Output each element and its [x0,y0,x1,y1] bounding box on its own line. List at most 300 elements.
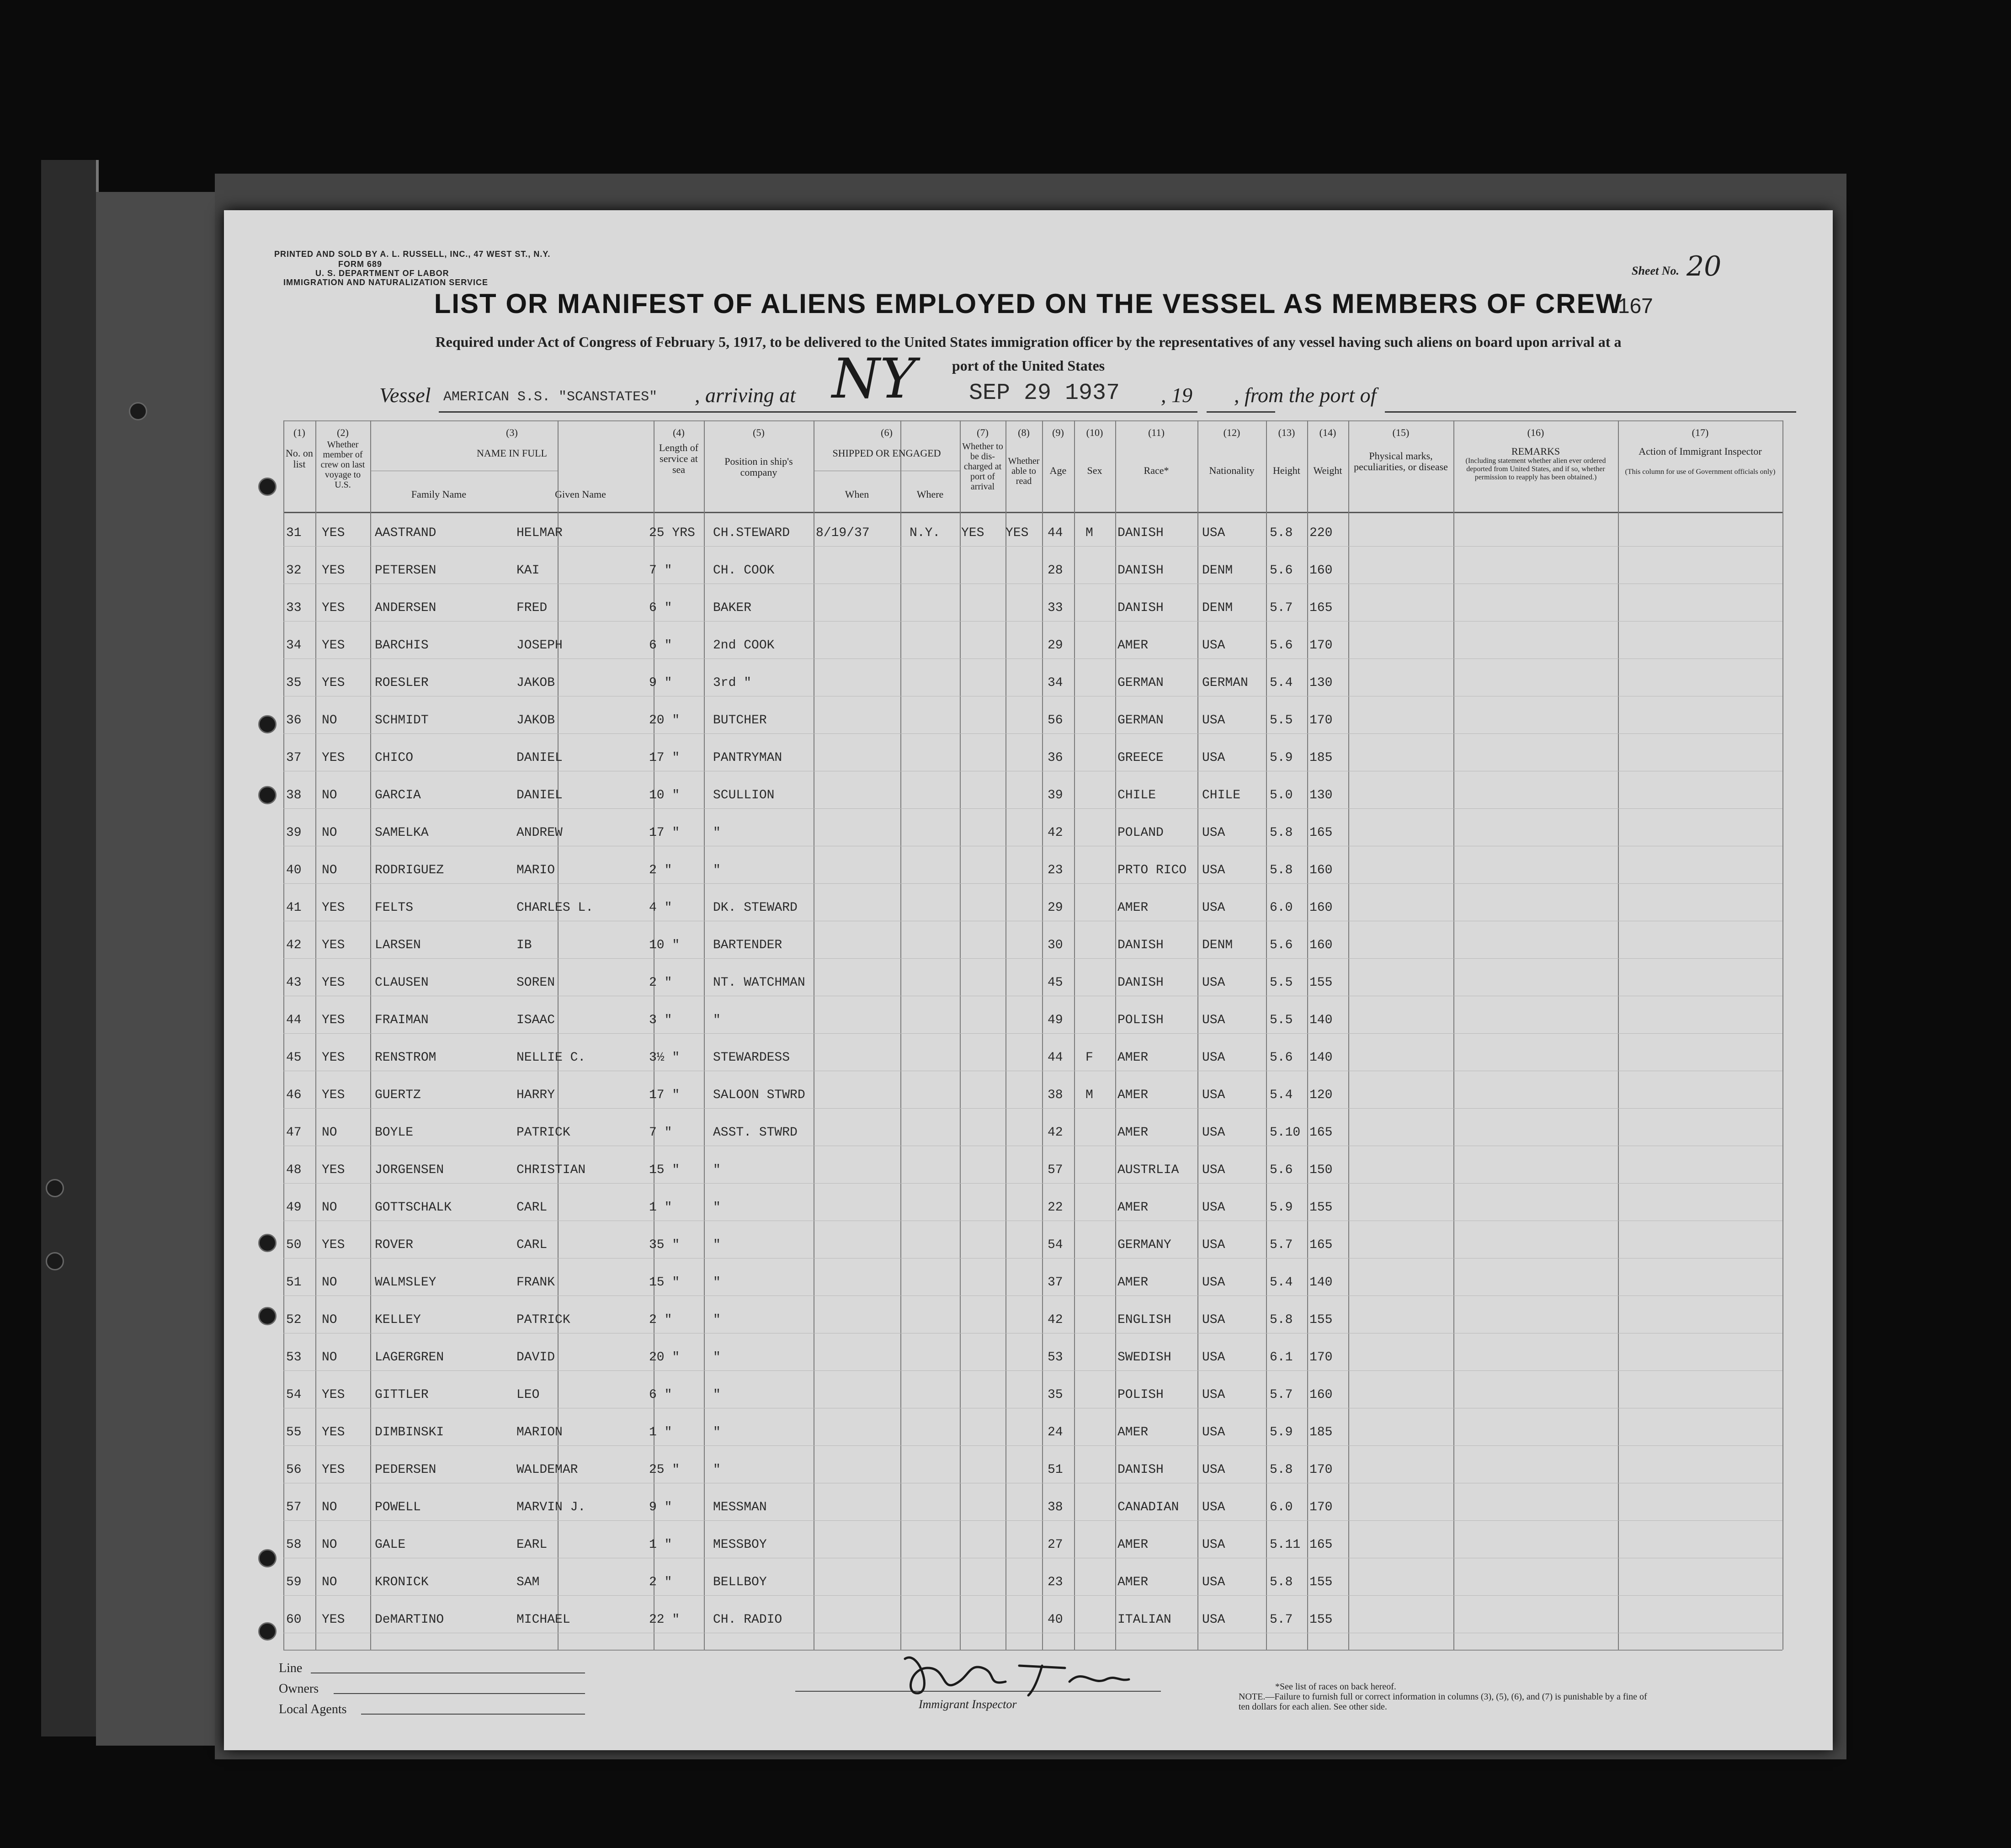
cell-family: GOTTSCHALK [375,1200,452,1215]
cell-weight: 170 [1309,1500,1333,1514]
cell-race: DANISH [1117,938,1164,952]
cell-service: 2 " [649,976,672,990]
cell-race: ITALIAN [1117,1613,1171,1627]
form-number: FORM 689 [338,260,383,269]
arriving-port: NY [832,347,916,411]
cell-weight: 130 [1309,788,1333,802]
cell-prev: YES [322,1463,345,1477]
cell-given: JAKOB [516,676,555,690]
cell-nationality: USA [1202,1088,1225,1102]
cell-height: 5.5 [1270,976,1293,990]
cell-prev: YES [322,1238,345,1252]
cell-service: 7 " [649,1126,672,1140]
cell-race: AMER [1117,1275,1149,1290]
cell-given: MARIO [516,863,555,877]
races-note: *See list of races on back hereof. [1275,1682,1396,1692]
cell-family: JORGENSEN [375,1163,444,1177]
cell-race: GERMAN [1117,713,1164,728]
cell-weight: 150 [1309,1163,1333,1177]
cell-position: STEWARDESS [713,1051,790,1065]
column-header: No. on list [286,447,313,470]
cell-race: AMER [1117,1575,1149,1589]
cell-family: CHICO [375,751,414,765]
column-header: SHIPPED OR ENGAGED [832,447,941,459]
cell-weight: 170 [1309,638,1333,653]
cell-given: SAM [516,1575,540,1589]
column-number: (3) [506,427,518,438]
cell-age: 27 [1048,1538,1063,1552]
column-header: Sex [1087,465,1102,476]
cell-age: 38 [1048,1500,1063,1514]
cell-race: DANISH [1117,526,1164,540]
cell-service: 2 " [649,863,672,877]
column-header: Race* [1144,465,1169,476]
cell-service: 7 " [649,563,672,578]
cell-service: 17 " [649,1088,680,1102]
cell-prev: NO [322,1350,337,1365]
cell-no: 40 [286,863,302,877]
column-number: (8) [1018,427,1030,438]
cell-given: IB [516,938,532,952]
cell-nationality: USA [1202,863,1225,877]
cell-race: PRTO RICO [1117,863,1187,877]
cell-height: 5.6 [1270,938,1293,952]
cell-family: RENSTROM [375,1051,436,1065]
cell-given: PATRICK [516,1313,570,1327]
column-header: Length of service at sea [659,442,699,475]
cell-service: 35 " [649,1238,680,1252]
column-header: Physical marks, peculiarities, or disease [1354,450,1448,473]
cell-prev: YES [322,638,345,653]
cell-nationality: USA [1202,1463,1225,1477]
cell-given: SOREN [516,976,555,990]
cell-nationality: USA [1202,1575,1225,1589]
cell-family: LAGERGREN [375,1350,444,1365]
cell-prev: NO [322,1575,337,1589]
cell-position: " [713,1463,721,1477]
page-title: LIST OR MANIFEST OF ALIENS EMPLOYED ON THE VESSEL AS MEMBERS OF CREW [434,288,1623,319]
cell-nationality: USA [1202,713,1225,728]
cell-nationality: USA [1202,1126,1225,1140]
cell-family: GARCIA [375,788,421,802]
cell-race: GERMANY [1117,1238,1171,1252]
cell-nationality: USA [1202,1425,1225,1439]
cell-height: 5.8 [1270,1313,1293,1327]
cell-family: CLAUSEN [375,976,429,990]
cell-height: 5.4 [1270,1088,1293,1102]
cell-service: 2 " [649,1313,672,1327]
cell-age: 24 [1048,1425,1063,1439]
column-header-when: When [845,489,869,500]
cell-no: 60 [286,1613,302,1627]
cell-given: FRED [516,601,548,615]
local-agents-label: Local Agents [279,1702,347,1716]
footer-note: NOTE.—Failure to furnish full or correct information in columns (3), (5), (6), and (7) is punishable by a fine of ten dollars for each alien. See other side. [1239,1692,1647,1712]
cell-no: 49 [286,1200,302,1215]
cell-height: 5.7 [1270,1388,1293,1402]
inspector-signature [891,1641,1138,1700]
cell-weight: 140 [1309,1275,1333,1290]
cell-family: SAMELKA [375,826,429,840]
manifest-page [224,210,1833,1750]
cell-given: CARL [516,1238,548,1252]
cell-height: 5.9 [1270,1425,1293,1439]
cell-given: JOSEPH [516,638,563,653]
cell-weight: 160 [1309,863,1333,877]
cell-given: ANDREW [516,826,563,840]
cell-height: 5.5 [1270,713,1293,728]
cell-family: ANDERSEN [375,601,436,615]
subtitle: Required under Act of Congress of February 5, 1917, to be delivered to the United States immigration officer by the representatives of any vessel having such aliens on board upon arrival at a [435,334,1622,350]
cell-weight: 165 [1309,1538,1333,1552]
cell-no: 35 [286,676,302,690]
cell-height: 5.8 [1270,1575,1293,1589]
cell-given: CHRISTIAN [516,1163,586,1177]
cell-family: KELLEY [375,1313,421,1327]
cell-prev: YES [322,1613,345,1627]
cell-prev: NO [322,863,337,877]
cell-age: 53 [1048,1350,1063,1365]
column-header: NAME IN FULL [477,447,547,459]
cell-weight: 220 [1309,526,1333,540]
cell-position: " [713,1313,721,1327]
cell-height: 5.6 [1270,563,1293,578]
column-header: Height [1273,465,1300,476]
cell-prev: NO [322,1126,337,1140]
column-header-family-name: Family Name [411,489,467,500]
cell-race: AMER [1117,1538,1149,1552]
cell-race: AMER [1117,1126,1149,1140]
cell-family: GUERTZ [375,1088,421,1102]
cell-service: 1 " [649,1200,672,1215]
cell-position: SALOON STWRD [713,1088,805,1102]
cell-read: YES [1006,526,1029,540]
cell-weight: 155 [1309,1613,1333,1627]
cell-position: CH.STEWARD [713,526,790,540]
cell-no: 38 [286,788,302,802]
crew-table [283,420,1782,1650]
cell-race: GERMAN [1117,676,1164,690]
cell-height: 6.0 [1270,1500,1293,1514]
cell-race: AUSTRLIA [1117,1163,1179,1177]
cell-age: 51 [1048,1463,1063,1477]
cell-no: 56 [286,1463,302,1477]
cell-nationality: USA [1202,526,1225,540]
cell-prev: YES [322,563,345,578]
cell-prev: YES [322,1163,345,1177]
arrival-date: SEP 29 1937 [969,380,1120,406]
cell-service: 17 " [649,751,680,765]
cell-height: 5.8 [1270,1463,1293,1477]
cell-nationality: USA [1202,751,1225,765]
cell-service: 6 " [649,638,672,653]
cell-weight: 140 [1309,1013,1333,1027]
cell-weight: 155 [1309,1200,1333,1215]
vessel-name: AMERICAN S.S. "SCANSTATES" [443,389,658,405]
cell-nationality: DENM [1202,938,1233,952]
cell-age: 30 [1048,938,1063,952]
cell-no: 34 [286,638,302,653]
cell-prev: YES [322,901,345,915]
cell-weight: 130 [1309,676,1333,690]
cell-sex: M [1085,526,1093,540]
cell-weight: 160 [1309,901,1333,915]
cell-nationality: CHILE [1202,788,1241,802]
cell-position: CH. COOK [713,563,775,578]
cell-discharged: YES [961,526,984,540]
cell-family: KRONICK [375,1575,429,1589]
column-number: (2) [337,427,349,438]
cell-family: GITTLER [375,1388,429,1402]
column-number: (10) [1086,427,1103,438]
cell-nationality: USA [1202,1013,1225,1027]
cell-given: LEO [516,1388,540,1402]
cell-age: 44 [1048,1051,1063,1065]
cell-height: 5.7 [1270,1238,1293,1252]
cell-no: 46 [286,1088,302,1102]
cell-no: 36 [286,713,302,728]
cell-height: 5.6 [1270,1051,1293,1065]
cell-given: WALDEMAR [516,1463,578,1477]
column-header: Whether member of crew on last voyage to U.S. [320,440,365,490]
cell-position: MESSBOY [713,1538,767,1552]
cell-no: 58 [286,1538,302,1552]
cell-family: WALMSLEY [375,1275,436,1290]
cell-position: ASST. STWRD [713,1126,798,1140]
cell-family: BOYLE [375,1126,414,1140]
cell-prev: NO [322,788,337,802]
cell-service: 15 " [649,1275,680,1290]
cell-where: N.Y. [910,526,941,540]
cell-height: 5.11 [1270,1538,1301,1552]
column-number: (5) [753,427,765,438]
cell-given: DAVID [516,1350,555,1365]
column-header: Weight [1313,465,1342,476]
from-port-label: , from the port of [1234,383,1377,407]
sheet-number-label: Sheet No. [1632,264,1679,277]
column-header: Position in ship's company [724,456,793,478]
cell-position: " [713,1163,721,1177]
cell-service: 4 " [649,901,672,915]
cell-given: HARRY [516,1088,555,1102]
cell-prev: YES [322,1013,345,1027]
sheet-number: 20 [1686,250,1722,282]
cell-prev: NO [322,713,337,728]
cell-no: 55 [286,1425,302,1439]
cell-nationality: USA [1202,1350,1225,1365]
cell-nationality: USA [1202,1051,1225,1065]
cell-family: ROVER [375,1238,414,1252]
cell-given: DANIEL [516,788,563,802]
column-number: (16) [1527,427,1544,438]
cell-prev: YES [322,1388,345,1402]
cell-weight: 155 [1309,1575,1333,1589]
cell-weight: 170 [1309,713,1333,728]
column-number: (4) [673,427,685,438]
column-header-where: Where [916,489,944,500]
cell-service: 1 " [649,1538,672,1552]
cell-position: BARTENDER [713,938,782,952]
cell-family: GALE [375,1538,406,1552]
column-number: (7) [977,427,989,438]
cell-prev: YES [322,1088,345,1102]
cell-nationality: USA [1202,1238,1225,1252]
column-number: (12) [1223,427,1240,438]
column-number: (14) [1319,427,1336,438]
cell-family: ROESLER [375,676,429,690]
cell-position: " [713,1238,721,1252]
cell-family: RODRIGUEZ [375,863,444,877]
cell-prev: NO [322,826,337,840]
cell-height: 5.8 [1270,826,1293,840]
cell-position: 2nd COOK [713,638,775,653]
cell-race: CHILE [1117,788,1156,802]
cell-service: 6 " [649,1388,672,1402]
cell-no: 37 [286,751,302,765]
cell-position: " [713,1013,721,1027]
cell-position: MESSMAN [713,1500,767,1514]
cell-race: DANISH [1117,563,1164,578]
cell-family: AASTRAND [375,526,436,540]
inspector-label: Immigrant Inspector [919,1698,1017,1711]
cell-age: 42 [1048,1126,1063,1140]
cell-nationality: USA [1202,1500,1225,1514]
cell-nationality: USA [1202,1313,1225,1327]
cell-height: 5.5 [1270,1013,1293,1027]
cell-position: BUTCHER [713,713,767,728]
cell-height: 5.8 [1270,863,1293,877]
cell-age: 42 [1048,1313,1063,1327]
cell-prev: NO [322,1275,337,1290]
cell-service: 20 " [649,713,680,728]
cell-given: MICHAEL [516,1613,570,1627]
background-sheet [96,192,215,1746]
cell-no: 59 [286,1575,302,1589]
cell-race: AMER [1117,638,1149,653]
cell-age: 23 [1048,863,1063,877]
cell-weight: 155 [1309,1313,1333,1327]
cell-race: SWEDISH [1117,1350,1171,1365]
cell-nationality: USA [1202,638,1225,653]
cell-race: ENGLISH [1117,1313,1171,1327]
cell-given: DANIEL [516,751,563,765]
cell-sex: M [1085,1088,1093,1102]
cell-given: FRANK [516,1275,555,1290]
cell-weight: 165 [1309,1126,1333,1140]
cell-age: 54 [1048,1238,1063,1252]
cell-age: 39 [1048,788,1063,802]
vessel-label: Vessel [379,383,431,407]
cell-age: 56 [1048,713,1063,728]
cell-no: 41 [286,901,302,915]
cell-no: 52 [286,1313,302,1327]
cell-nationality: DENM [1202,563,1233,578]
cell-race: DANISH [1117,976,1164,990]
cell-given: NELLIE C. [516,1051,586,1065]
cell-prev: YES [322,938,345,952]
column-number: (11) [1148,427,1165,438]
cell-race: POLISH [1117,1013,1164,1027]
cell-age: 28 [1048,563,1063,578]
cell-age: 33 [1048,601,1063,615]
column-number: (17) [1692,427,1709,438]
cell-nationality: USA [1202,1388,1225,1402]
cell-service: 25 YRS [649,526,695,540]
cell-height: 5.4 [1270,676,1293,690]
cell-nationality: DENM [1202,601,1233,615]
cell-no: 45 [286,1051,302,1065]
column-number: (13) [1278,427,1295,438]
cell-age: 42 [1048,826,1063,840]
cell-nationality: USA [1202,1275,1225,1290]
cell-race: POLAND [1117,826,1164,840]
cell-no: 42 [286,938,302,952]
cell-service: 3½ " [649,1051,680,1065]
cell-given: KAI [516,563,540,578]
cell-age: 45 [1048,976,1063,990]
cell-nationality: USA [1202,901,1225,915]
cell-weight: 170 [1309,1463,1333,1477]
cell-race: GREECE [1117,751,1164,765]
cell-age: 38 [1048,1088,1063,1102]
cell-family: DeMARTINO [375,1613,444,1627]
cell-position: " [713,1200,721,1215]
cell-service: 6 " [649,601,672,615]
cell-height: 6.0 [1270,901,1293,915]
cell-nationality: USA [1202,826,1225,840]
column-number: (1) [293,427,305,438]
cell-age: 22 [1048,1200,1063,1215]
cell-given: JAKOB [516,713,555,728]
cell-no: 33 [286,601,302,615]
arriving-label: , arriving at [695,383,796,407]
cell-race: AMER [1117,901,1149,915]
background-sheet [41,160,99,1736]
cell-age: 29 [1048,638,1063,653]
cell-position: SCULLION [713,788,775,802]
cell-race: CANADIAN [1117,1500,1179,1514]
cell-no: 57 [286,1500,302,1514]
cell-position: BELLBOY [713,1575,767,1589]
column-header: Nationality [1209,465,1255,476]
cell-service: 9 " [649,676,672,690]
cell-race: DANISH [1117,601,1164,615]
cell-height: 5.8 [1270,526,1293,540]
cell-family: DIMBINSKI [375,1425,444,1439]
cell-position: " [713,1388,721,1402]
cell-prev: YES [322,1051,345,1065]
column-header: Action of Immigrant Inspector [1639,446,1762,457]
cell-weight: 170 [1309,1350,1333,1365]
cell-no: 43 [286,976,302,990]
department: U. S. DEPARTMENT OF LABOR [315,269,449,278]
cell-weight: 185 [1309,751,1333,765]
column-number: (9) [1052,427,1064,438]
column-header-given-name: Given Name [555,489,606,500]
cell-height: 5.6 [1270,1163,1293,1177]
cell-weight: 165 [1309,1238,1333,1252]
cell-given: CHARLES L. [516,901,594,915]
cell-race: AMER [1117,1088,1149,1102]
line-label: Line [279,1661,303,1675]
cell-age: 57 [1048,1163,1063,1177]
cell-weight: 120 [1309,1088,1333,1102]
column-number: (6) [881,427,893,438]
cell-service: 15 " [649,1163,680,1177]
cell-race: AMER [1117,1051,1149,1065]
cell-when: 8/19/37 [816,526,870,540]
cell-position: PANTRYMAN [713,751,782,765]
